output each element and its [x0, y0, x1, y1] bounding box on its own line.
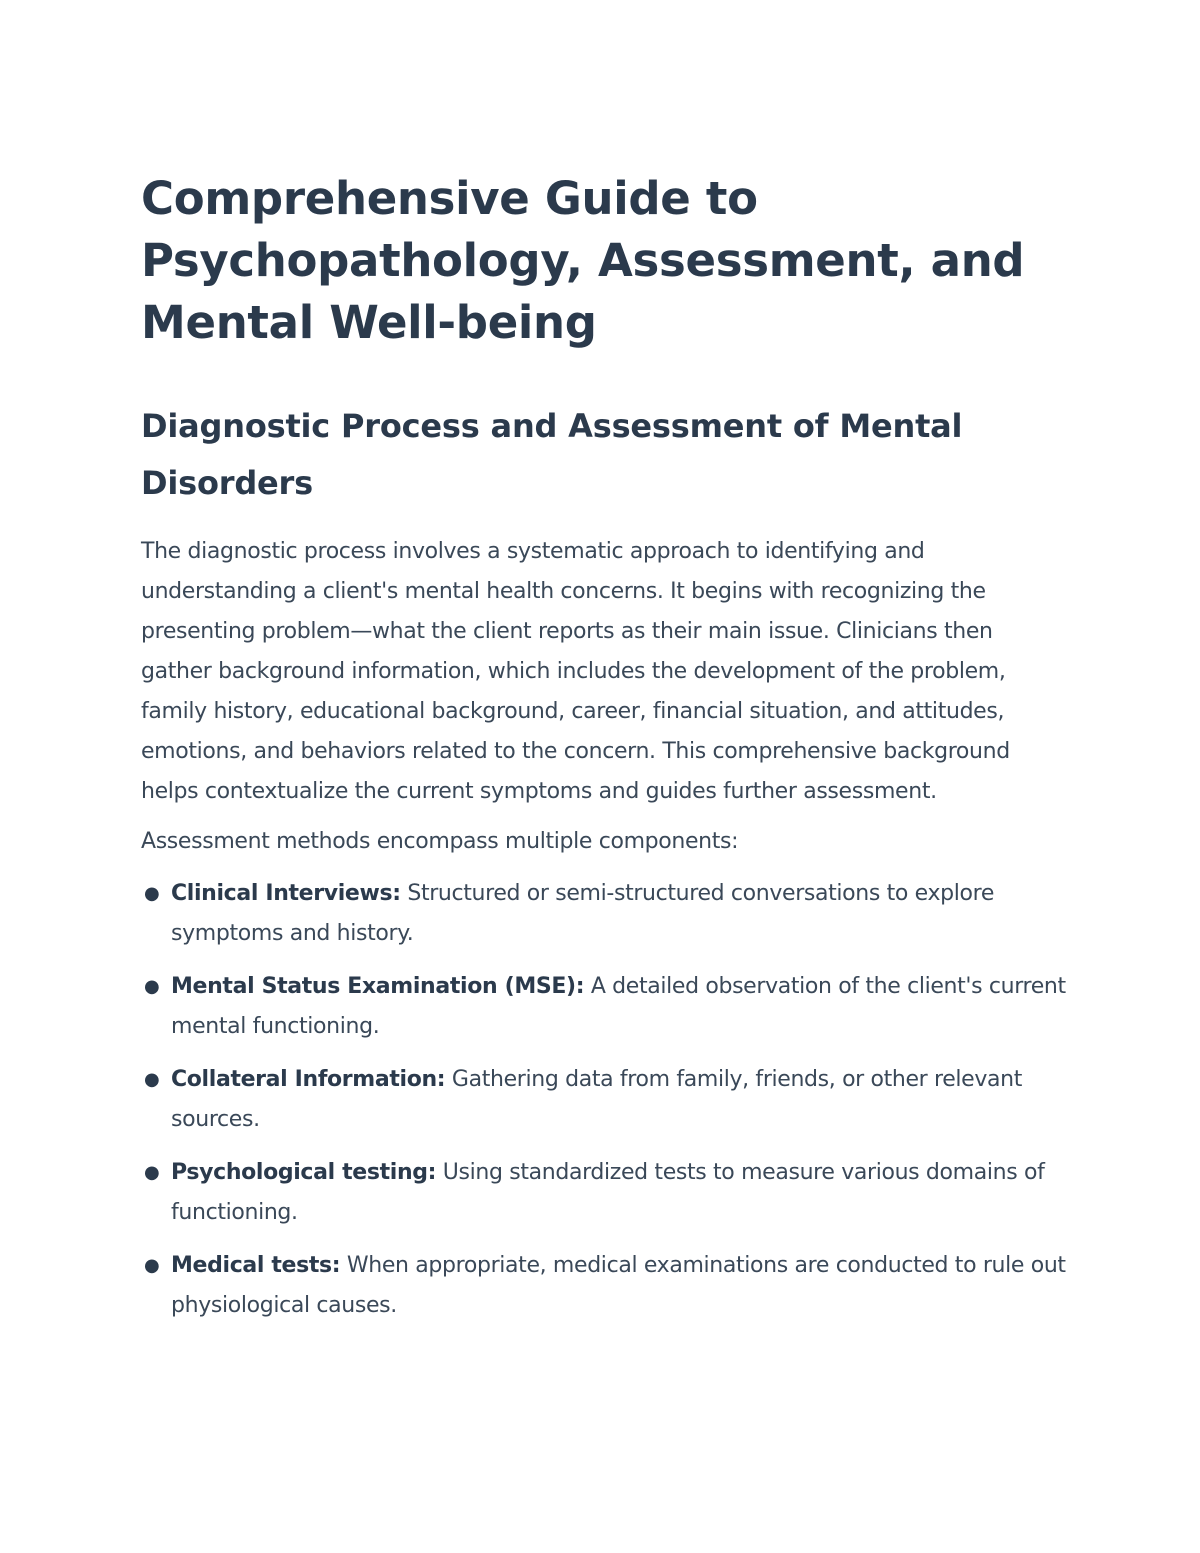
- list-item-text: Structured or semi-structured conversations to explore symptoms and history.: [171, 881, 995, 946]
- assessment-methods-list: [141, 874, 1066, 1326]
- list-item-term: Psychological testing:: [171, 1160, 437, 1185]
- list-item-mental-status-examination: [141, 967, 1066, 1047]
- document-title: Comprehensive Guide to Psychopathology, Assessment, and Mental Well-being: [141, 172, 1025, 349]
- list-item-medical-tests: [141, 1246, 1066, 1326]
- assessment-lead-in: Assessment methods encompass multiple components:: [141, 829, 739, 854]
- list-item-text: When appropriate, medical examinations are conducted to rule out physiological causes.: [171, 1253, 1066, 1318]
- bullet-icon: ●: [144, 1162, 160, 1183]
- list-item-clinical-interviews: [141, 874, 1066, 954]
- section-heading: Diagnostic Process and Assessment of Mental Disorders: [141, 407, 963, 502]
- section-paragraph: The diagnostic process involves a systematic approach to identifying and understanding a client's mental health concerns. It begins with recognizing the presenting problem—what the client reports as their main issue. Clinicians then gather background information, which includes the development of the problem, family history, educational background, career, financial situation, and attitudes, emotions, and behaviors related to the concern. This comprehensive background helps contextualize the current symptoms and guides further assessment.: [141, 539, 1010, 804]
- document-page: [141, 168, 1066, 1339]
- bullet-icon: ●: [144, 1069, 160, 1090]
- list-item-text: Gathering data from family, friends, or other relevant sources.: [171, 1067, 1023, 1132]
- bullet-icon: ●: [144, 1255, 160, 1276]
- list-item-psychological-testing: [141, 1153, 1066, 1233]
- list-item-term: Clinical Interviews:: [171, 881, 401, 906]
- bullet-icon: ●: [144, 976, 160, 997]
- bullet-icon: ●: [144, 883, 160, 904]
- list-item-text: Using standardized tests to measure various domains of functioning.: [171, 1160, 1045, 1225]
- list-item-term: Medical tests:: [171, 1253, 341, 1278]
- list-item-term: Collateral Information:: [171, 1067, 446, 1092]
- list-item-term: Mental Status Examination (MSE):: [171, 974, 585, 999]
- list-item-text: A detailed observation of the client's current mental functioning.: [171, 974, 1066, 1039]
- list-item-collateral-information: [141, 1060, 1066, 1140]
